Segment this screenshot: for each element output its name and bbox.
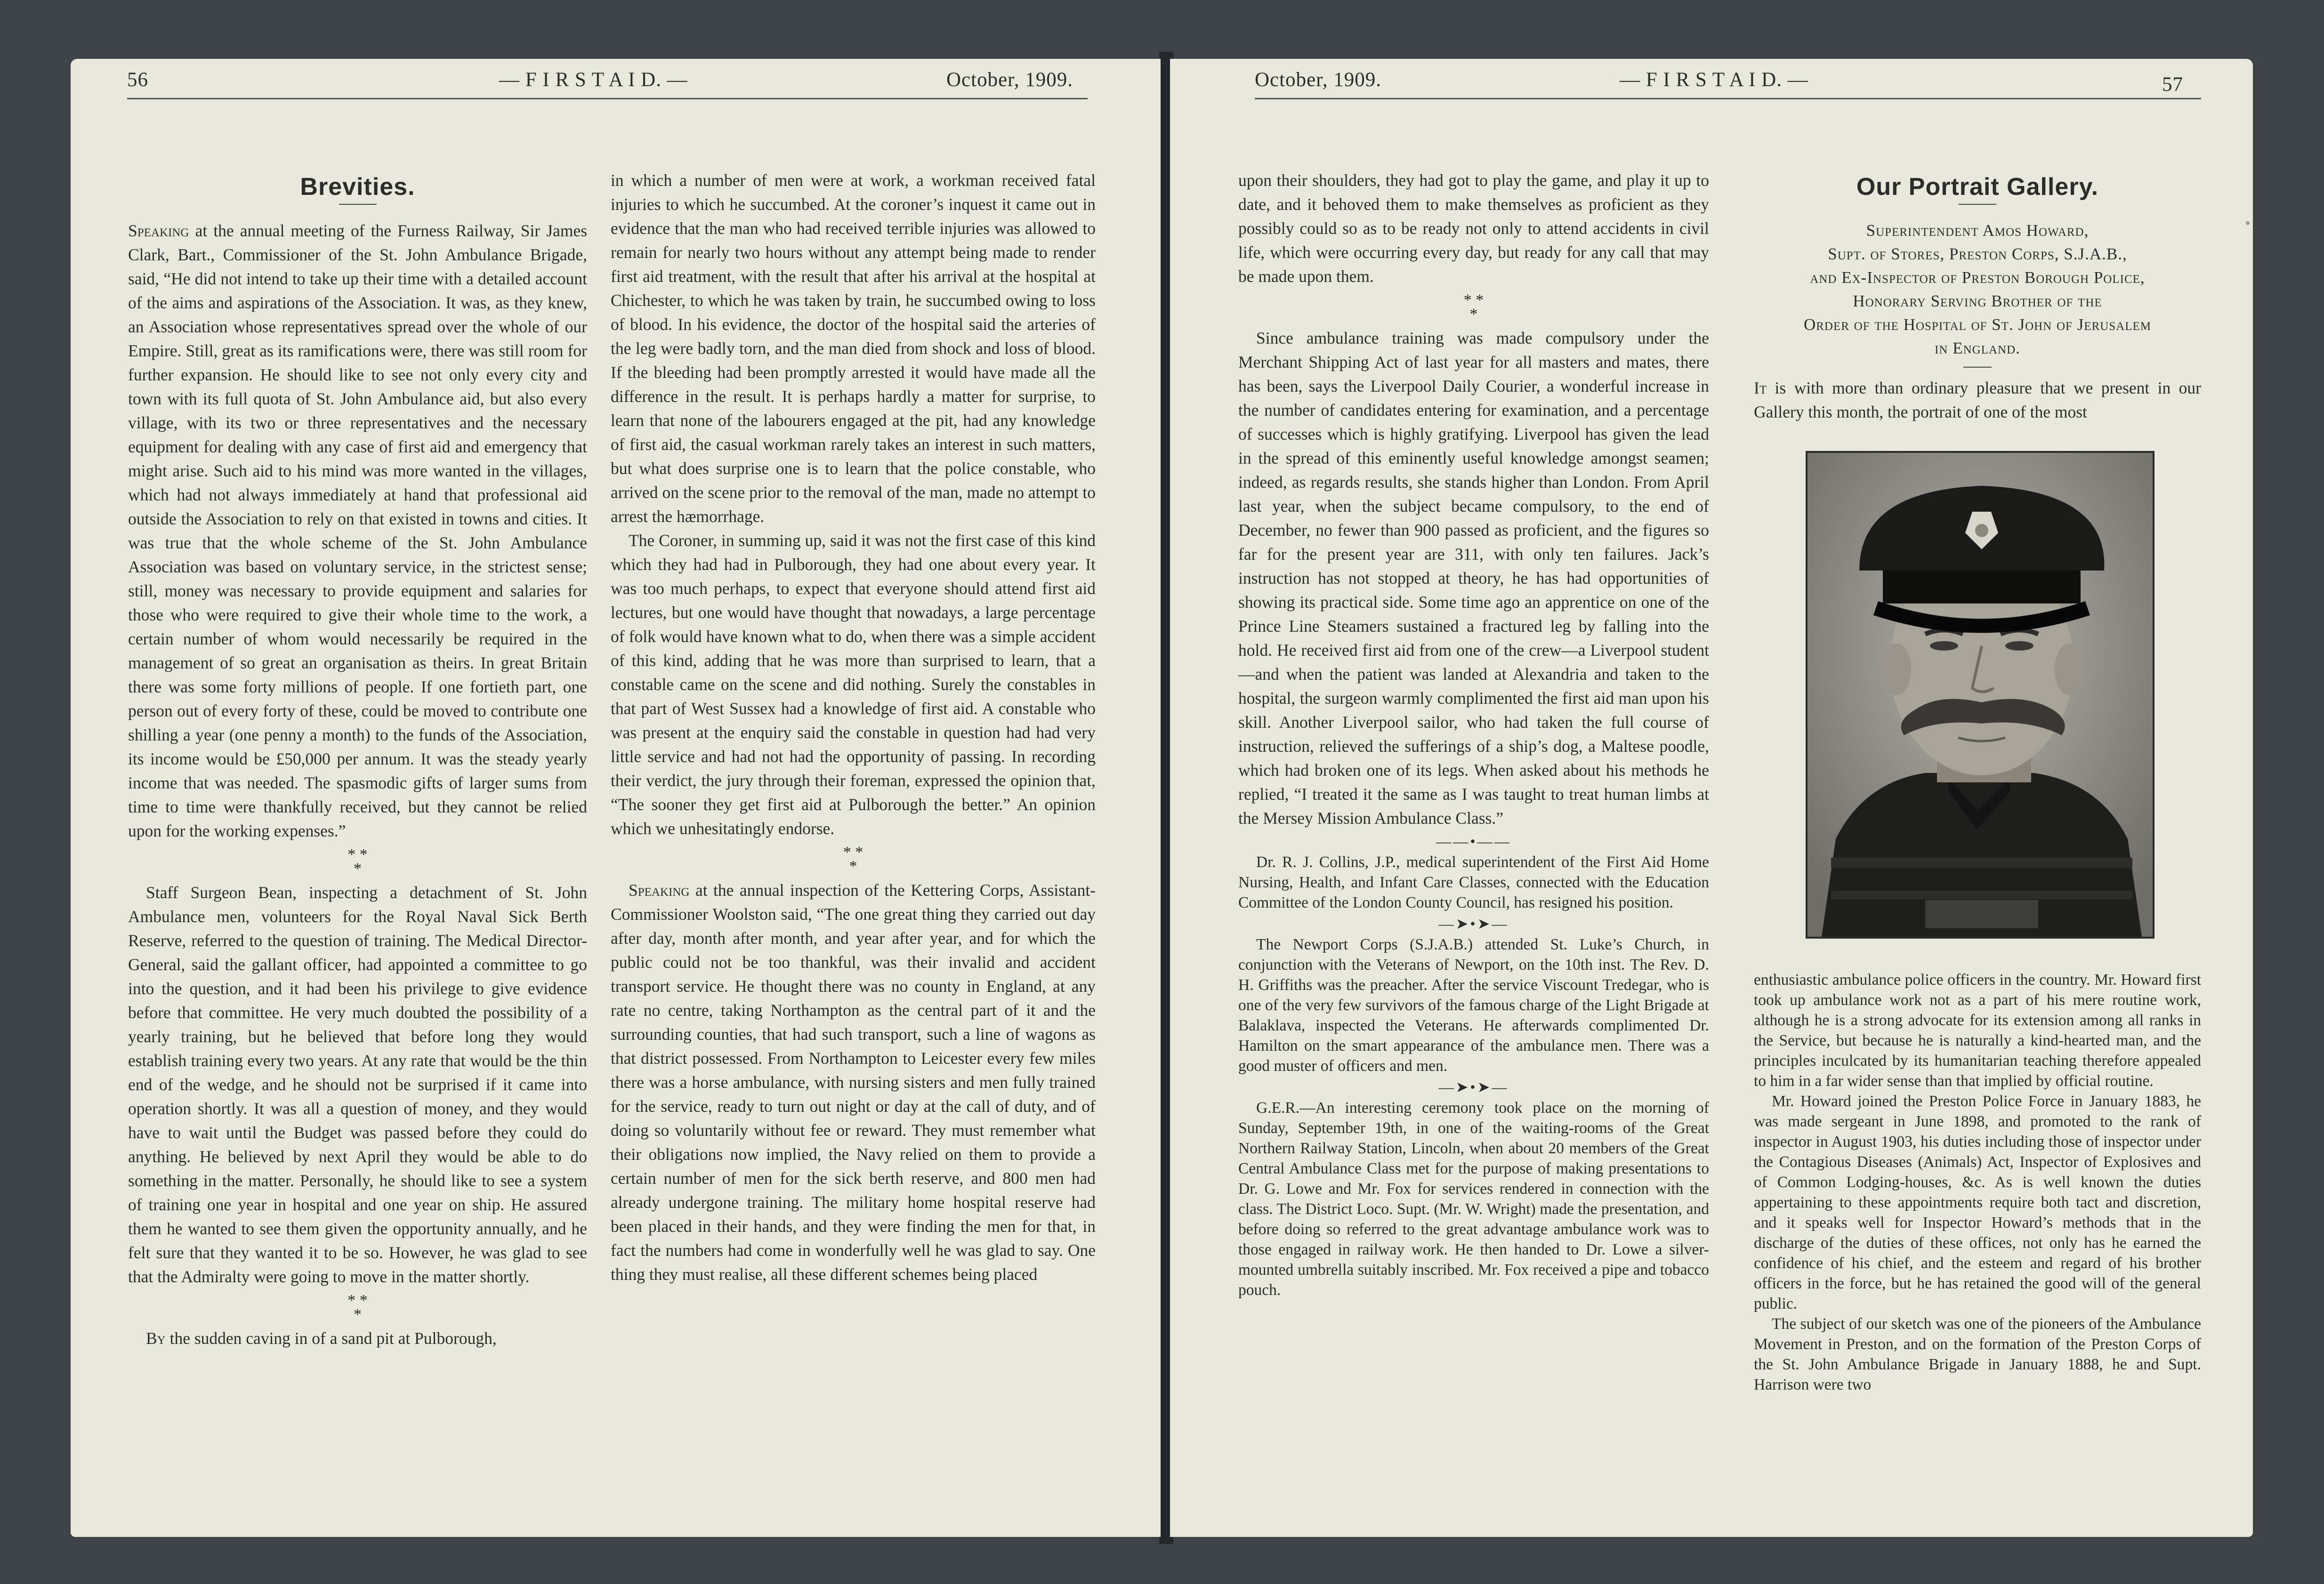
right-header-rule	[1255, 98, 2201, 99]
paragraph: in which a number of men were at work, a workman received fatal injuries to which he succumbed. At the coroner’s inquest it came out in evidence that the man who had received terrible injuries was allowed to remain for nearly two hours without any attempt being made to render first aid treatment, with the result that after his arrival at the hospital at Chichester, to which he was taken by train, he succumbed owing to loss of blood. In his evidence, the doctor of the hospital said the arteries of the leg were badly torn, and the man died from shock and loss of blood. If the bleeding had been promptly arrested it would have made all the difference in the result. It is perhaps hardly a matter for surprise, to learn that none of the labourers engaged at the pit, had any knowledge of first aid, the casual workman rarely takes an interest in such matters, but what does surprise one is to learn that the police constable, who arrived on the scene prior to the removal of the man, made no attempt to arrest the hæmorrhage.	[611, 171, 1096, 526]
portrait-illustration	[1808, 453, 2153, 937]
left-column-2	[611, 169, 1096, 1286]
paragraph	[128, 219, 587, 843]
lead-word: Speaking	[128, 221, 189, 240]
asterism: * * *	[1463, 291, 1484, 323]
asterism: * * *	[843, 844, 863, 875]
flourish-ornament: —➤•➤—	[1438, 1078, 1509, 1095]
paragraph: upon their shoulders, they had got to play the game, and play it up to date, and it behoved them to make themselves as proficient as they possibly could so as to be ready not only to attend accidents in civil life, which were occurring every day, but ready for any call that may be made upon them.	[1238, 171, 1709, 286]
lead-word: By	[146, 1329, 166, 1348]
right-page-number: 57	[2162, 73, 2183, 96]
subtitle-line: in England.	[1935, 339, 2020, 357]
left-page-number: 56	[127, 69, 148, 91]
lead-word: Speaking	[629, 881, 690, 900]
asterism: * * *	[347, 1292, 368, 1323]
paragraph: Since ambulance training was made compulsory under the Merchant Shipping Act of last year for all masters and mates, there has been, says the Liverpool Daily Courier, a wonderful increase in the number of candidates entering for examination, and a percentage of successes which is highly gratifying. Liverpool has given the lead in the spread of this eminently useful knowledge amongst seamen; indeed, as regards results, she stands higher than London. From April last year, when the subject became compulsory, to the end of December, no fewer than 900 passed as proficient, and the figures so far for the present year are 311, with only ten failures. Jack’s instruction has not stopped at theory, he has had opportunities of showing its practical side. Some time ago an apprentice on one of the Prince Line Steamers sustained a fractured leg by falling into the hold. He received first aid from one of the crew—a Liverpool student—and when the patient was landed at Alexandria and taken to the hospital, the surgeon warmly complimented the first aid man upon his skill. Another Liverpool sailor, who had taken the full course of instruction, relieved the sufferings of a ship’s dog, a Maltese poodle, which had broken one of its legs. When asked about his methods he replied, “I treated it the same as I was taught to treat human limbs at the Mersey Mission Ambulance Class.”	[1238, 329, 1709, 828]
left-date: October, 1909.	[946, 69, 1073, 91]
paragraph: G.E.R.—An interesting ceremony took place on the morning of Sunday, September 19th, in one of the waiting-rooms of the Great Northern Railway Station, Lincoln, when about 20 members of the Great Central Ambulance Class met for the purpose of making presentations to Dr. G. Lowe and Mr. Fox for services rendered in connection with the class. The District Loco. Supt. (Mr. W. Wright) made the presentation, and before doing so referred to the great advantage ambulance work was to those engaged in railway work. He then handed to Dr. Lowe a silver-mounted umbrella suitably inscribed. Mr. Fox received a pipe and tobacco pouch.	[1238, 1099, 1709, 1299]
right-column-1	[1238, 169, 1709, 1300]
flourish-ornament: —➤•➤—	[1438, 915, 1509, 932]
right-running-title: — F I R S T A I D. —	[1620, 69, 1808, 91]
paragraph: Dr. R. J. Collins, J.P., medical superintendent of the First Aid Home Nursing, Health, and Infant Care Classes, connected with the Education Committee of the London County Council, has resigned his position.	[1238, 853, 1709, 911]
paragraph	[128, 1327, 587, 1351]
right-column-2	[1754, 175, 2201, 424]
paragraph: Staff Surgeon Bean, inspecting a detachment of St. John Ambulance men, volunteers for the Royal Naval Sick Berth Reserve, referred to the question of training. The Medical Director-General, said the gallant officer, had appointed a committee to go into the question, and it had been his privilege to give evidence before that committee. He very much doubted the possibility of a yearly training, but he believed that before long they would establish training every two years. At any rate that would be the thin end of the wedge, and he should not be surprised if it came into operation shortly. It was all a question of money, and they would have to wait until the Budget was passed before they could do anything. He believed by next April they would be able to do something in the matter. Personally, he should like to see a system of training one year in hospital and one year on ship. He assured them he wanted to see them given the opportunity annually, and he felt sure that they wanted it to be so. However, he was glad to see that the Admiralty were going to move in the matter shortly.	[128, 883, 587, 1286]
asterism: * * *	[347, 846, 368, 877]
subtitle-line: Supt. of Stores, Preston Corps, S.J.A.B.,	[1828, 245, 2127, 263]
paragraph-text: the sudden caving in of a sand pit at Pulborough,	[169, 1329, 497, 1348]
paragraph: The subject of our sketch was one of the pioneers of the Ambulance Movement in Preston, and on the formation of the Preston Corps of the St. John Ambulance Brigade in January 1888, he and Supt. Harrison were two	[1754, 1315, 2201, 1393]
left-running-title: — F I R S T A I D. —	[499, 69, 688, 91]
right-column-2-lower	[1754, 970, 2201, 1395]
divider-ornament: ——•——	[1436, 833, 1511, 850]
left-column-1	[128, 175, 587, 1351]
paragraph	[611, 878, 1096, 1286]
subtitle-rule	[1963, 367, 1992, 368]
left-header-rule	[127, 98, 1088, 99]
lead-word: It	[1754, 378, 1767, 397]
title-rule	[339, 204, 377, 205]
portrait-gallery-title: Our Portrait Gallery.	[1856, 173, 2099, 201]
paragraph: Mr. Howard joined the Preston Police Force in January 1883, he was made sergeant in June 1898, and promoted to the rank of inspector in August 1903, his duties including those of inspector under the Contagious Diseases (Animals) Act, Inspector of Explosives and of Common Lodging-houses, &c. As is well known the duties appertaining to these appointments require both tact and discretion, and it speaks well for Inspector Howard’s methods that in the discharge of the duties of these offices, not only has he earned the confidence of his chief, and the esteem and regard of his brother officers in the force, but he has retained the good will of the general public.	[1754, 1093, 2201, 1312]
subtitle-line: Superintendent Amos Howard,	[1866, 221, 2089, 240]
paragraph-text: at the annual inspection of the Kettering Corps, Assistant-Commissioner Woolston said, “The one great thing they carried out day after day, month after month, and year after year, and for which the public could not be too thankful, was their invalid and accident transport service. He thought there was no county in England, at any rate no centre, taking Northampton as the central part of it and the surrounding counties, that had such transport, such a line of wagons as that district possessed. From Northampton to Leicester every few miles there was a horse ambulance, with nursing sisters and men fully trained for the service, ready to turn out night or day at the call of duty, and of doing so voluntarily without fee or reward. They must remember what their obligations now implied, the Navy relied on them to provide a certain number of men for the sick berth reserve, and 800 men had already undergone training. The military home hospital reserve had been placed in their hands, and they were finding the men for that, in fact the numbers had come in wonderfully well he was glad to say. One thing they must realise, all these different schemes being placed	[611, 881, 1096, 1284]
subtitle-line: Honorary Serving Brother of the	[1853, 292, 2102, 310]
title-rule	[1959, 204, 1996, 205]
subtitle-line: and Ex-Inspector of Preston Borough Police,	[1810, 268, 2145, 287]
page-speck	[2246, 221, 2250, 225]
paragraph: enthusiastic ambulance police officers in the country. Mr. Howard first took up ambulance work not as a part of his mere routine work, although he is a strong advocate for its extension among all ranks in the Service, but because he is naturally a kind-hearted man, and the principles inculcated by its humanitarian teaching therefore appealed to him in a far wider sense than that implied by official routine.	[1754, 971, 2201, 1090]
brevities-title: Brevities.	[300, 173, 415, 201]
portrait-image	[1806, 451, 2155, 939]
paragraph-text: at the annual meeting of the Furness Railway, Sir James Clark, Bart., Commissioner of the St. John Ambulance Brigade, said, “He did not intend to take up their time with a detailed account of the aims and aspirations of the Association. It was, as they knew, an Association whose representatives spread over the whole of our Empire. Still, great as its ramifications were, there was still room for further expansion. He should like to see not only every city and town with its full quota of St. John Ambulance aid, but also every village, with its two or three representatives and the necessary equipment for dealing with any case of first aid and emergency that might arise. Such aid to his mind was more wanted in the villages, which had not always immediately at hand that professional aid outside the Association to rely on that existed in towns and cities. It was true that the whole scheme of the St. John Ambulance Association was based on voluntary service, in the strictest sense; still, money was necessary to provide equipment and salaries for those who were required to give their whole time to the work, a certain number of whom would necessarily be required in the management of so great an organisation as theirs. In great Britain there was some forty millions of people. If one fortieth part, one person out of every forty of these, could be moved to contribute one shilling a year (one penny a month) to the funds of the Association, its income would be £50,000 per annum. It was the steady yearly income that was needed. The spasmodic gifts of larger sums from time to time were thankfully received, but they cannot be relied upon for the working expenses.”	[128, 221, 588, 840]
paragraph-text: is with more than ordinary pleasure that we present in our Gallery this month, the portrait of one of the most	[1754, 378, 2201, 421]
subtitle-line: Order of the Hospital of St. John of Jerusalem	[1803, 315, 2152, 334]
paragraph: The Newport Corps (S.J.A.B.) attended St. Luke’s Church, in conjunction with the Veterans of Newport, on the 10th inst. The Rev. D. H. Griffiths was the preacher. After the service Viscount Tredegar, who is one of the very few survivors of the famous charge of the Light Brigade at Balaklava, inspected the Veterans. He afterwards complimented Dr. Hamilton on the smart appearance of the ambulance men. There was a good muster of officers and men.	[1238, 936, 1709, 1075]
paragraph	[1754, 376, 2201, 424]
right-date: October, 1909.	[1255, 69, 1382, 91]
paragraph: The Coroner, in summing up, said it was not the first case of this kind which they had had in Pulborough, they had one about every year. It was too much perhaps, to expect that everyone should attend first aid lectures, but one would have thought that nowadays, a large percentage of folk would have known what to do, when there was a simple accident of this kind, adding that he was more than surprised to learn, that a constable came on the scene and did nothing. Surely the constables in that part of West Sussex had a knowledge of first aid. A constable who was present at the enquiry said the constable in question had had very little service and had not had the opportunity of passing. In recording their verdict, the jury through their foreman, expressed the opinion that, “The sooner they get first aid at Pulborough the better.” An opinion which we unhesitatingly endorse.	[611, 531, 1096, 838]
